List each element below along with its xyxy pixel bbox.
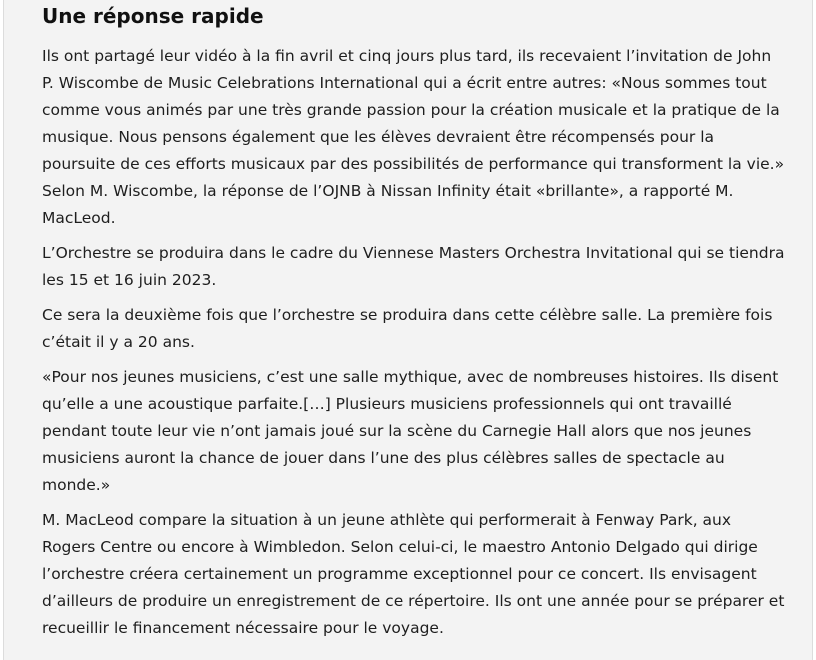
paragraph-event: L’Orchestre se produira dans le cadre du Viennese Masters Orchestra Invitational qui se tiendra les 15 et 16 juin 2023. xyxy=(42,244,785,289)
section-heading: Une réponse rapide xyxy=(42,4,264,28)
paragraph-quote: «Pour nos jeunes musiciens, c’est une salle mythique, avec de nombreuses histoires. Ils disent qu’elle a une acoustique parfaite.[…] Plusieurs musiciens professionnels qui ont travaillé pendant toute leur vie n’ont jamais joué sur la scène du Carnegie Hall alors que nos jeunes musiciens auront la chance de jouer dans l’une des plus célèbres salles de spectacle au monde.» xyxy=(42,368,779,494)
article-body xyxy=(42,0,786,642)
paragraph-comparison: M. MacLeod compare la situation à un jeune athlète qui performerait à Fenway Park, aux Rogers Centre ou encore à Wimbledon. Selon celui-ci, le maestro Antonio Delgado qui dirige l’orchestre créera certainement un programme exceptionnel pour ce concert. Ils envisagent d’ailleurs de produire un enregistrement de ce répertoire. Ils ont une année pour se préparer et recueillir le financement nécessaire pour le voyage. xyxy=(42,511,785,637)
paragraph-invitation: Ils ont partagé leur vidéo à la fin avril et cinq jours plus tard, ils recevaient l’invitation de John P. Wiscombe de Music Celebrations International qui a écrit entre autres: «Nous sommes tout comme vous animés par une très grande passion pour la création musicale et la pratique de la musique. Nous pensons également que les élèves devraient être récompensés pour la poursuite de ces efforts musicaux par des possibilités de performance qui transforment la vie.» Selon M. Wiscombe, la réponse de l’OJNB à Nissan Infinity était «brillante», a rapporté M. MacLeod. xyxy=(42,47,785,227)
article-panel xyxy=(3,0,813,660)
paragraph-second-time: Ce sera la deuxième fois que l’orchestre se produira dans cette célèbre salle. La première fois c’était il y a 20 ans. xyxy=(42,306,773,351)
